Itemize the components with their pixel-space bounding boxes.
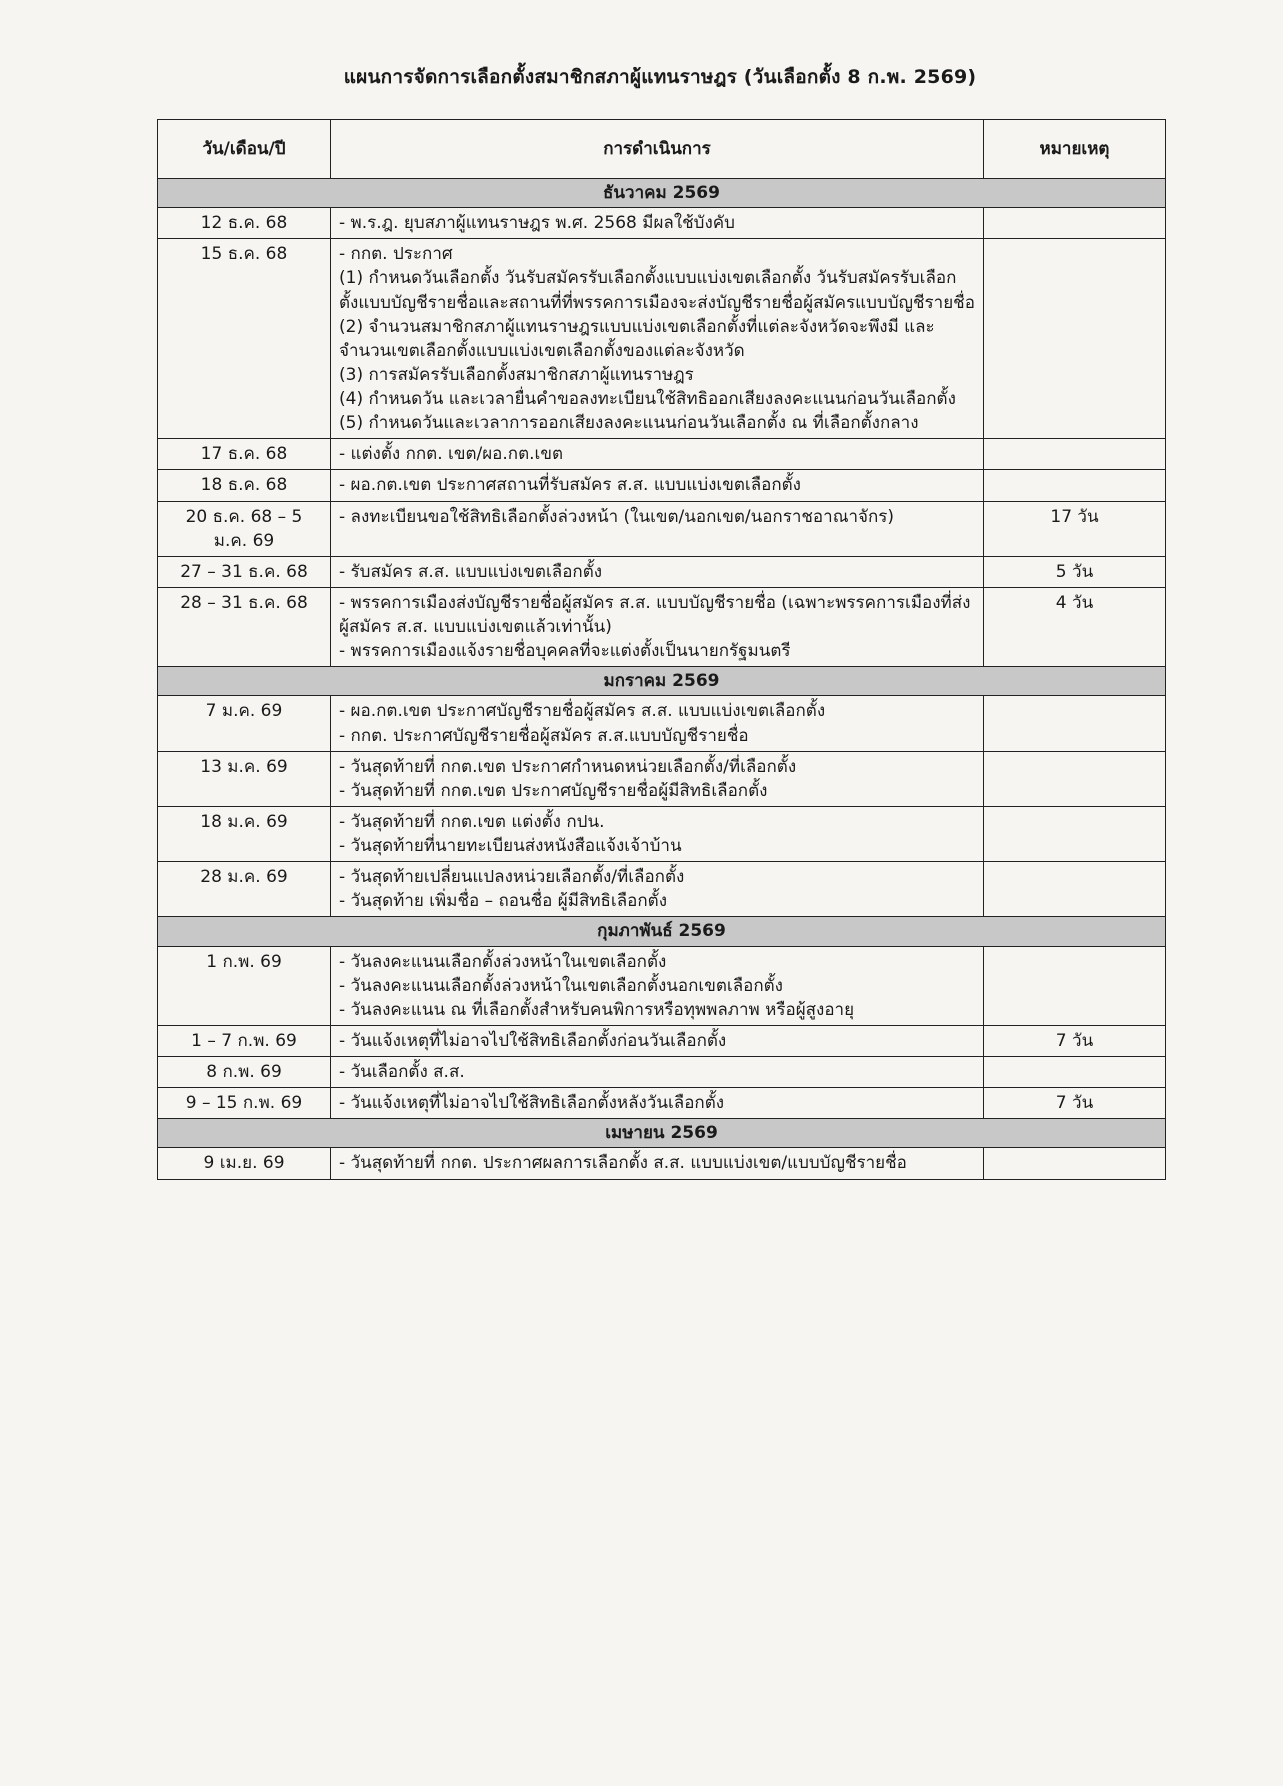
table-row: [158, 470, 1166, 501]
action-line: - วันลงคะแนน ณ ที่เลือกตั้งสำหรับคนพิการหรือทุพพลภาพ หรือผู้สูงอายุ: [339, 999, 855, 1020]
table-header-row: [158, 120, 1166, 179]
action-line: - แต่งตั้ง กกต. เขต/ผอ.กต.เขต: [339, 444, 563, 465]
table-row: [158, 556, 1166, 587]
table-row: [158, 208, 1166, 239]
table-row: [158, 1025, 1166, 1056]
action-line: - พรรคการเมืองแจ้งรายชื่อบุคคลที่จะแต่งตั้งเป็นนายกรัฐมนตรี: [339, 641, 791, 662]
row-remark: [984, 696, 1166, 751]
table-body: [158, 179, 1166, 1180]
election-schedule-table: [157, 119, 1166, 1180]
month-label: ธันวาคม 2569: [158, 179, 1166, 208]
month-header-row: [158, 667, 1166, 696]
action-line: - วันสุดท้ายที่ กกต. ประกาศผลการเลือกตั้ง ส.ส. แบบแบ่งเขต/แบบบัญชีรายชื่อ: [339, 1153, 907, 1174]
table-row: [158, 1088, 1166, 1119]
table-row: [158, 239, 1166, 439]
table-row: [158, 439, 1166, 470]
action-line: - วันสุดท้ายที่ กกต.เขต แต่งตั้ง กปน.: [339, 811, 605, 832]
row-date: 27 – 31 ธ.ค. 68: [158, 556, 331, 587]
row-action: [331, 556, 984, 587]
month-header-row: [158, 917, 1166, 946]
action-line: - กกต. ประกาศบัญชีรายชื่อผู้สมัคร ส.ส.แบบบัญชีรายชื่อ: [339, 725, 749, 746]
row-remark: 7 วัน: [984, 1025, 1166, 1056]
row-date: 9 เม.ย. 69: [158, 1148, 331, 1179]
action-line: (2) จำนวนสมาชิกสภาผู้แทนราษฎรแบบแบ่งเขตเลือกตั้งที่แต่ละจังหวัดจะพึงมี และจำนวนเขตเลือกตั้งแบบแบ่งเขตเลือกตั้งของแต่ละจังหวัด: [339, 316, 935, 361]
action-line: - วันสุดท้ายเปลี่ยนแปลงหน่วยเลือกตั้ง/ที่เลือกตั้ง: [339, 867, 685, 888]
action-line: - วันสุดท้ายที่นายทะเบียนส่งหนังสือแจ้งเจ้าบ้าน: [339, 836, 682, 856]
action-line: - พ.ร.ฎ. ยุบสภาผู้แทนราษฎร พ.ศ. 2568 มีผลใช้บังคับ: [339, 213, 735, 234]
row-date: 18 ธ.ค. 68: [158, 470, 331, 501]
document-title: แผนการจัดการเลือกตั้งสมาชิกสภาผู้แทนราษฎร (วันเลือกตั้ง 8 ก.พ. 2569): [343, 66, 977, 88]
row-remark: 5 วัน: [984, 556, 1166, 587]
action-line: - ผอ.กต.เขต ประกาศสถานที่รับสมัคร ส.ส. แบบแบ่งเขตเลือกตั้ง: [339, 475, 801, 496]
month-header-row: [158, 179, 1166, 208]
row-action: [331, 751, 984, 806]
row-date: 7 ม.ค. 69: [158, 696, 331, 751]
row-date: 8 ก.พ. 69: [158, 1057, 331, 1088]
row-remark: [984, 470, 1166, 501]
row-action: [331, 239, 984, 439]
row-date: 18 ม.ค. 69: [158, 806, 331, 861]
row-action: [331, 806, 984, 861]
row-date: 13 ม.ค. 69: [158, 751, 331, 806]
row-date: 15 ธ.ค. 68: [158, 239, 331, 439]
row-date: 28 – 31 ธ.ค. 68: [158, 587, 331, 666]
row-action: [331, 1025, 984, 1056]
row-date: 17 ธ.ค. 68: [158, 439, 331, 470]
action-line: - วันแจ้งเหตุที่ไม่อาจไปใช้สิทธิเลือกตั้งก่อนวันเลือกตั้ง: [339, 1030, 727, 1051]
header-remark: หมายเหตุ: [984, 120, 1166, 179]
action-line: - วันสุดท้ายที่ กกต.เขต ประกาศบัญชีรายชื่อผู้มีสิทธิเลือกตั้ง: [339, 780, 768, 801]
action-line: - วันลงคะแนนเลือกตั้งล่วงหน้าในเขตเลือกตั้งนอกเขตเลือกตั้ง: [339, 975, 783, 996]
row-action: [331, 946, 984, 1025]
table-row: [158, 1057, 1166, 1088]
row-date: 20 ธ.ค. 68 – 5 ม.ค. 69: [158, 501, 331, 556]
row-remark: 4 วัน: [984, 587, 1166, 666]
row-date: 12 ธ.ค. 68: [158, 208, 331, 239]
row-date: 1 – 7 ก.พ. 69: [158, 1025, 331, 1056]
action-line: - วันสุดท้าย เพิ่มชื่อ – ถอนชื่อ ผู้มีสิทธิเลือกตั้ง: [339, 891, 667, 912]
month-label: เมษายน 2569: [158, 1119, 1166, 1148]
row-remark: [984, 751, 1166, 806]
table-row: [158, 696, 1166, 751]
action-line: - รับสมัคร ส.ส. แบบแบ่งเขตเลือกตั้ง: [339, 561, 603, 582]
action-line: - ลงทะเบียนขอใช้สิทธิเลือกตั้งล่วงหน้า (ในเขต/นอกเขต/นอกราชอาณาจักร): [339, 506, 895, 527]
month-label: กุมภาพันธ์ 2569: [158, 917, 1166, 946]
row-action: [331, 470, 984, 501]
row-action: [331, 696, 984, 751]
action-line: - พรรคการเมืองส่งบัญชีรายชื่อผู้สมัคร ส.ส. แบบบัญชีรายชื่อ (เฉพาะพรรคการเมืองที่ส่งผู้สมัคร ส.ส. แบบแบ่งเขตแล้วเท่านั้น): [339, 592, 971, 637]
row-date: 9 – 15 ก.พ. 69: [158, 1088, 331, 1119]
row-action: [331, 439, 984, 470]
month-label: มกราคม 2569: [158, 667, 1166, 696]
action-line: - วันเลือกตั้ง ส.ส.: [339, 1062, 465, 1082]
row-remark: [984, 1057, 1166, 1088]
month-header-row: [158, 1119, 1166, 1148]
row-remark: [984, 946, 1166, 1025]
table-row: [158, 946, 1166, 1025]
row-action: [331, 208, 984, 239]
header-date: วัน/เดือน/ปี: [158, 120, 331, 179]
table-row: [158, 1148, 1166, 1179]
row-remark: 17 วัน: [984, 501, 1166, 556]
table-row: [158, 806, 1166, 861]
action-line: (1) กำหนดวันเลือกตั้ง วันรับสมัครรับเลือกตั้งแบบแบ่งเขตเลือกตั้ง วันรับสมัครรับเลือกตั้งแบบบัญชีรายชื่อและสถานที่ที่พรรคการเมืองจะส่งบัญชีรายชื่อผู้สมัครแบบบัญชีรายชื่อ: [339, 268, 975, 313]
table-row: [158, 862, 1166, 917]
row-remark: [984, 806, 1166, 861]
table-row: [158, 501, 1166, 556]
action-line: (5) กำหนดวันและเวลาการออกเสียงลงคะแนนก่อนวันเลือกตั้ง ณ ที่เลือกตั้งกลาง: [339, 413, 919, 434]
row-action: [331, 587, 984, 666]
row-remark: [984, 862, 1166, 917]
action-line: - วันสุดท้ายที่ กกต.เขต ประกาศกำหนดหน่วยเลือกตั้ง/ที่เลือกตั้ง: [339, 756, 797, 777]
row-remark: [984, 208, 1166, 239]
action-line: - วันแจ้งเหตุที่ไม่อาจไปใช้สิทธิเลือกตั้งหลังวันเลือกตั้ง: [339, 1093, 725, 1114]
row-remark: [984, 439, 1166, 470]
action-line: (3) การสมัครรับเลือกตั้งสมาชิกสภาผู้แทนราษฎร: [339, 364, 694, 385]
row-remark: [984, 1148, 1166, 1179]
row-date: 1 ก.พ. 69: [158, 946, 331, 1025]
row-remark: [984, 239, 1166, 439]
row-action: [331, 1148, 984, 1179]
action-line: - วันลงคะแนนเลือกตั้งล่วงหน้าในเขตเลือกตั้ง: [339, 951, 667, 972]
table-row: [158, 587, 1166, 666]
row-action: [331, 501, 984, 556]
table-row: [158, 751, 1166, 806]
row-date: 28 ม.ค. 69: [158, 862, 331, 917]
action-line: - ผอ.กต.เขต ประกาศบัญชีรายชื่อผู้สมัคร ส.ส. แบบแบ่งเขตเลือกตั้ง: [339, 701, 826, 722]
header-action: การดำเนินการ: [331, 120, 984, 179]
row-action: [331, 862, 984, 917]
action-line: - กกต. ประกาศ: [339, 244, 453, 265]
action-line: (4) กำหนดวัน และเวลายื่นคำขอลงทะเบียนใช้สิทธิออกเสียงลงคะแนนก่อนวันเลือกตั้ง: [339, 389, 956, 409]
row-action: [331, 1088, 984, 1119]
row-action: [331, 1057, 984, 1088]
row-remark: 7 วัน: [984, 1088, 1166, 1119]
